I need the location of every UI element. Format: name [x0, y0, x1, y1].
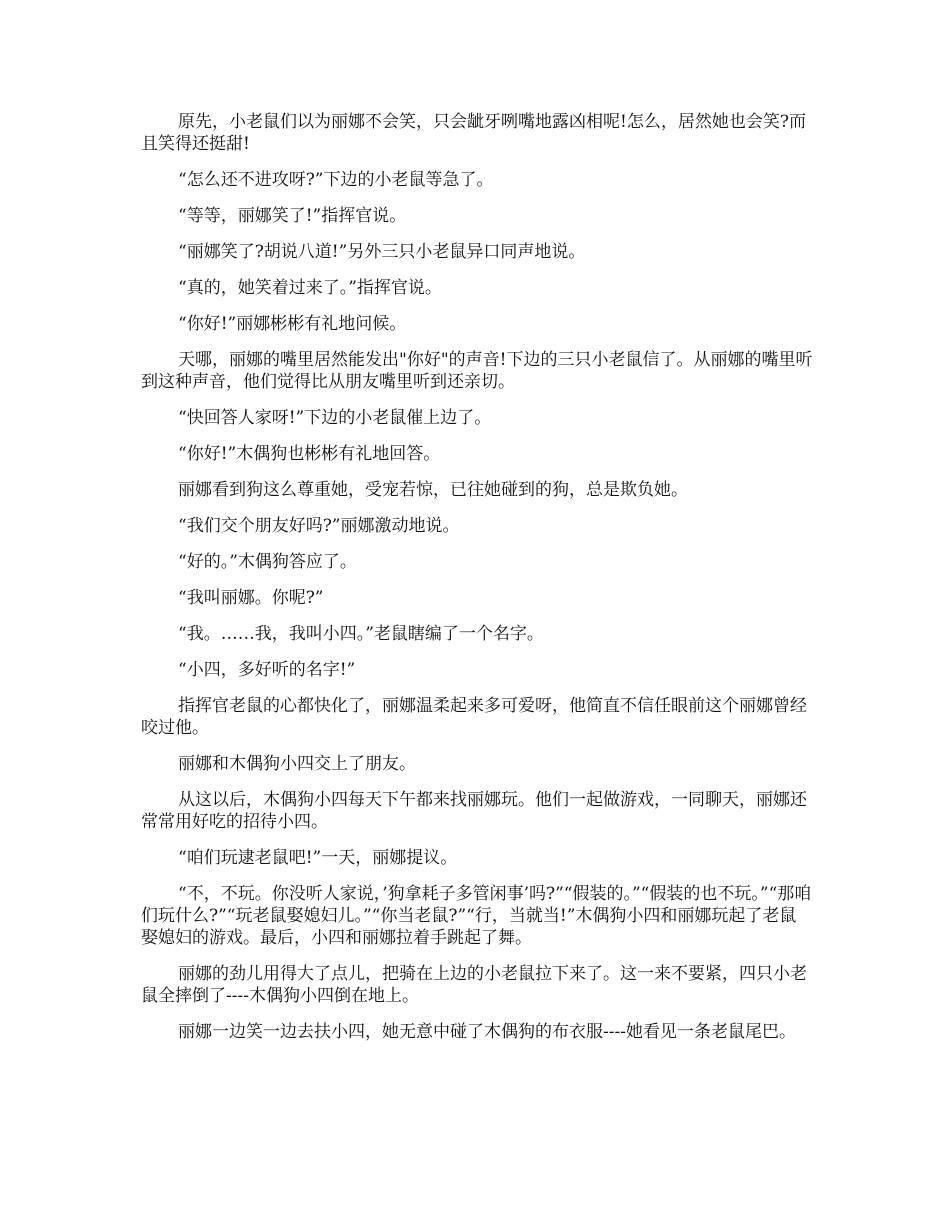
- paragraph: “小四，多好听的名字!”: [178, 660, 356, 680]
- paragraph: 丽娜的劲儿用得大了点儿，把骑在上边的小老鼠拉下来了。这一来不要紧，四只小老鼠全摔倒了----木偶狗小四倒在地上。: [141, 964, 807, 1006]
- paragraph: “不，不玩。你没听人家说，’狗拿耗子多管闲事’吗?”“假装的。”“假装的也不玩。”“那咱们玩什么?”“玩老鼠娶媳妇儿。”“你当老鼠?”“行，当就当!”木偶狗小四和丽娜玩起了老鼠娶媳妇的游戏。最后，小四和丽娜拉着手跳起了舞。: [141, 884, 812, 948]
- paragraph: “你好!”丽娜彬彬有礼地问候。: [178, 314, 407, 334]
- paragraph: “怎么还不进攻呀?”下边的小老鼠等急了。: [178, 170, 494, 190]
- paragraph: 丽娜看到狗这么尊重她，受宠若惊，已往她碰到的狗，总是欺负她。: [178, 480, 688, 500]
- paragraph: “我叫丽娜。你呢?”: [178, 588, 324, 608]
- paragraph: 指挥官老鼠的心都快化了，丽娜温柔起来多可爱呀，他简直不信任眼前这个丽娜曾经咬过他。: [141, 696, 807, 738]
- paragraph: “我们交个朋友好吗?”丽娜激动地说。: [178, 516, 460, 536]
- paragraph: “我。……我，我叫小四。”老鼠瞎编了一个名字。: [178, 624, 544, 644]
- paragraph: “真的，她笑着过来了。”指挥官说。: [178, 278, 442, 298]
- paragraph: “等等，丽娜笑了!”指挥官说。: [178, 206, 407, 226]
- paragraph: “快回答人家呀!”下边的小老鼠催上边了。: [178, 408, 492, 428]
- paragraph: 原先，小老鼠们以为丽娜不会笑，只会龇牙咧嘴地露凶相呢!怎么，居然她也会笑?而且笑得还挺甜!: [141, 112, 806, 154]
- paragraph: “好的。”木偶狗答应了。: [178, 552, 357, 572]
- paragraph: “你好!”木偶狗也彬彬有礼地回答。: [178, 444, 441, 464]
- paragraph: 丽娜一边笑一边去扶小四，她无意中碰了木偶狗的布衣服----她看见一条老鼠尾巴。: [178, 1022, 796, 1042]
- paragraph: 从这以后，木偶狗小四每天下午都来找丽娜玩。他们一起做游戏，一同聊天，丽娜还常常用好吃的招待小四。: [141, 790, 807, 832]
- paragraph: “咱们玩逮老鼠吧!”一天，丽娜提议。: [178, 848, 458, 868]
- paragraph: “丽娜笑了?胡说八道!”另外三只小老鼠异口同声地说。: [178, 242, 586, 262]
- paragraph: 天哪，丽娜的嘴里居然能发出"你好"的声音!下边的三只小老鼠信了。从丽娜的嘴里听到这种声音，他们觉得比从朋友嘴里听到还亲切。: [141, 350, 813, 392]
- document-body: [141, 111, 813, 1057]
- paragraph: 丽娜和木偶狗小四交上了朋友。: [178, 754, 416, 774]
